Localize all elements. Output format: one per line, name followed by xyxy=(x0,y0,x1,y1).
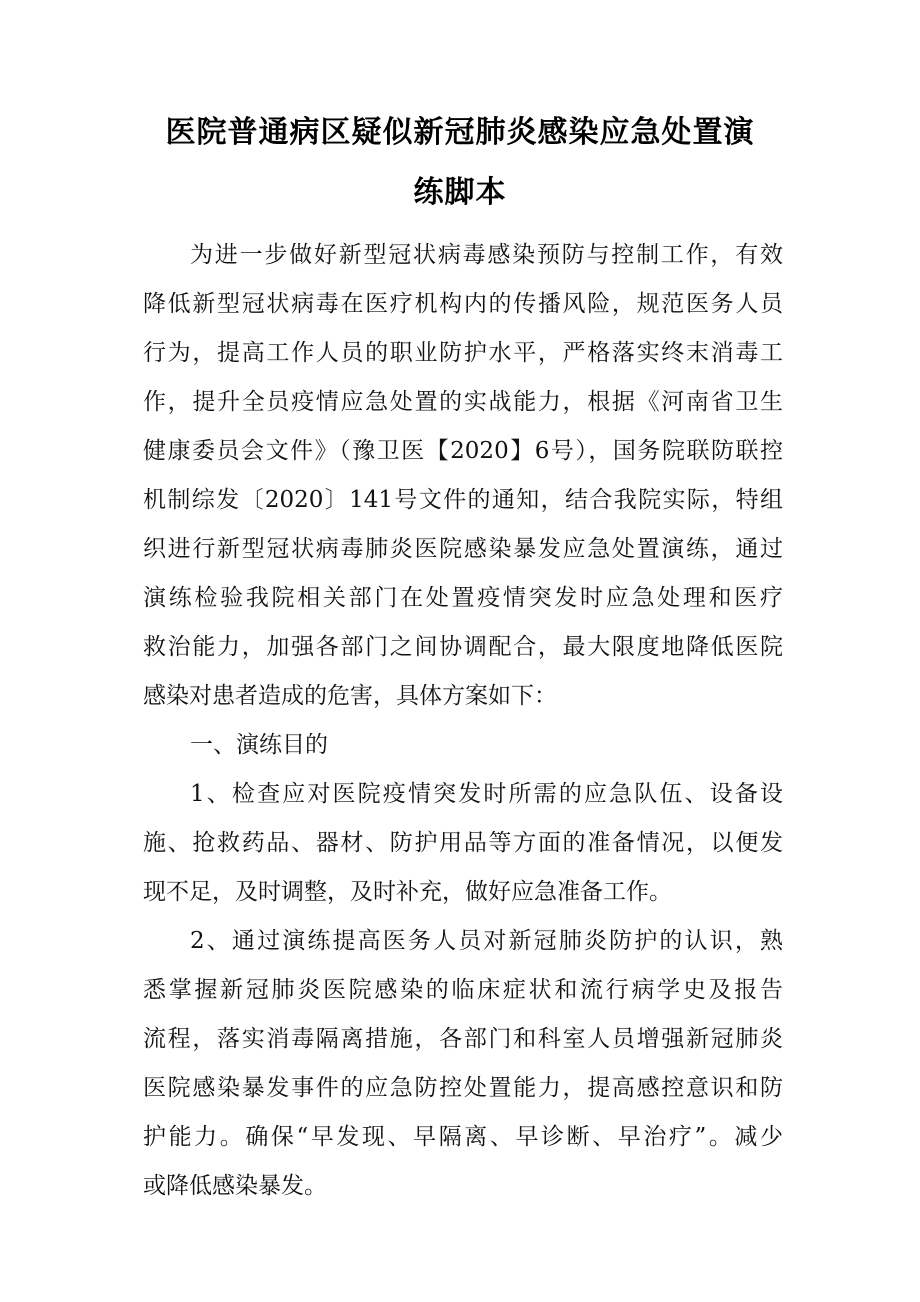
intro-paragraph-line: 感染对患者造成的危害，具体方案如下： xyxy=(143,683,557,709)
intro-paragraph-line: 作，提升全员疫情应急处置的实战能力，根据《河南省卫生 xyxy=(143,389,783,415)
item-1-line: 施、抢救药品、器材、防护用品等方面的准备情况，以便发 xyxy=(143,830,783,856)
item-2-line: 护能力。确保“早发现、早隔离、早诊断、早治疗”。减少 xyxy=(143,1124,783,1150)
item-2-line: 医院感染暴发事件的应急防控处置能力，提高感控意识和防 xyxy=(143,1075,783,1101)
intro-paragraph-line: 健康委员会文件》（豫卫医【2020】6号），国务院联防联控 xyxy=(143,438,783,464)
item-2-line: 2、通过演练提高医务人员对新冠肺炎防护的认识，熟 xyxy=(190,928,783,954)
intro-paragraph-line: 演练检验我院相关部门在处置疫情突发时应急处理和医疗 xyxy=(143,585,783,611)
intro-paragraph-line: 行为，提高工作人员的职业防护水平，严格落实终末消毒工 xyxy=(143,340,783,366)
intro-paragraph-line: 救治能力，加强各部门之间协调配合，最大限度地降低医院 xyxy=(143,634,783,660)
item-1-line: 现不足，及时调整，及时补充，做好应急准备工作。 xyxy=(143,879,672,905)
document-title-line-2: 练脚本 xyxy=(413,175,507,210)
item-2-line: 悉掌握新冠肺炎医院感染的临床症状和流行病学史及报告 xyxy=(143,977,783,1003)
intro-paragraph-line: 降低新型冠状病毒在医疗机构内的传播风险，规范医务人员 xyxy=(143,291,783,317)
section-heading: 一、演练目的 xyxy=(190,732,328,758)
intro-paragraph-line: 为进一步做好新型冠状病毒感染预防与控制工作，有效 xyxy=(190,242,783,268)
item-1-line: 1、检查应对医院疫情突发时所需的应急队伍、设备设 xyxy=(190,781,783,807)
intro-paragraph-line: 织进行新型冠状病毒肺炎医院感染暴发应急处置演练，通过 xyxy=(143,536,783,562)
item-2-line: 流程，落实消毒隔离措施，各部门和科室人员增强新冠肺炎 xyxy=(143,1026,783,1052)
document-title-line-1: 医院普通病区疑似新冠肺炎感染应急处置演 xyxy=(165,115,755,150)
intro-paragraph-line: 机制综发〔2020〕141号文件的通知，结合我院实际，特组 xyxy=(143,487,783,513)
item-2-line: 或降低感染暴发。 xyxy=(143,1173,327,1199)
